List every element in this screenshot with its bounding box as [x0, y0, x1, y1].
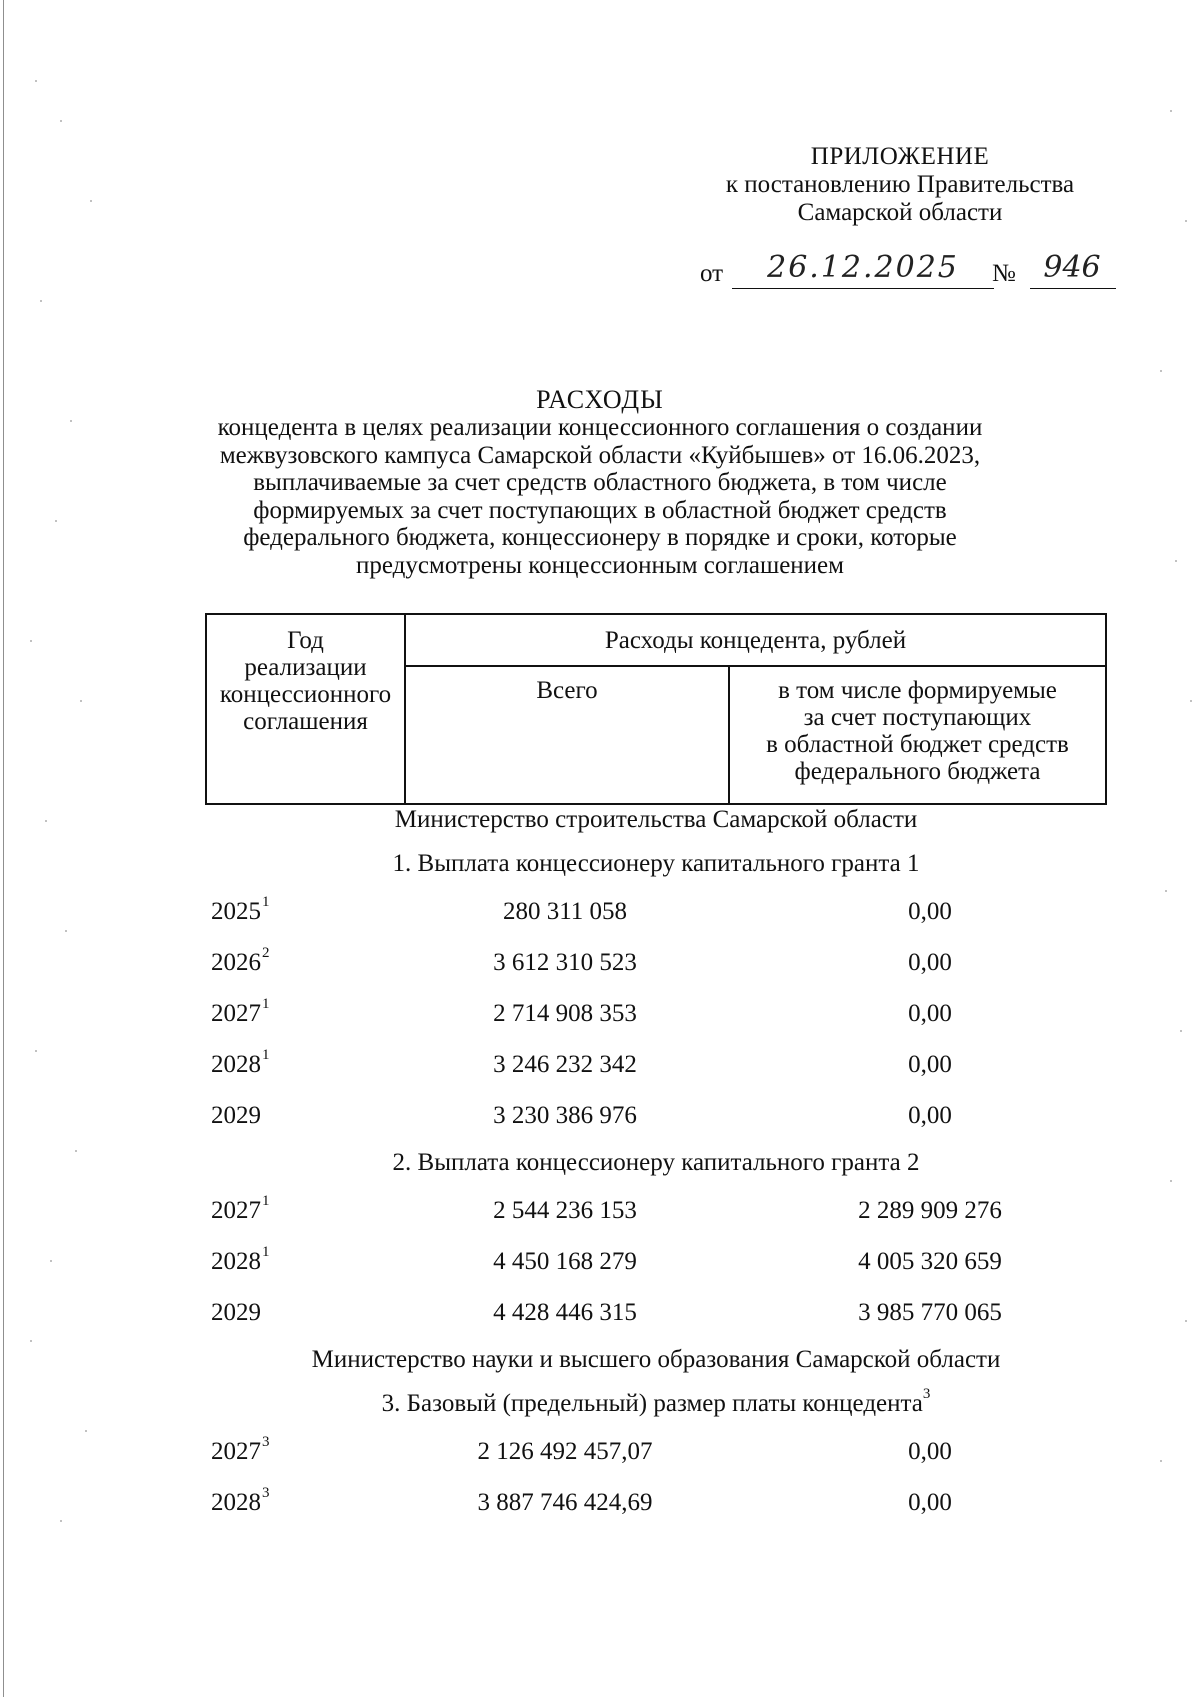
section-title: 3. Базовый (предельный) размер платы концедента: [381, 1390, 923, 1417]
year-cell: 2029: [211, 1102, 261, 1129]
table-row: [205, 945, 1107, 981]
total-cell: 3 887 746 424,69: [477, 1489, 653, 1516]
scan-speck: [35, 1050, 37, 1052]
scan-speck: [50, 1260, 52, 1262]
scan-speck: [65, 930, 67, 932]
table-row: [205, 1244, 1107, 1280]
year-cell: 2028$^3$: [211, 1485, 270, 1516]
federal-cell: 0,00: [908, 1051, 952, 1078]
footnote-mark: 1: [262, 894, 270, 910]
header-federal-cell: [729, 666, 1106, 804]
appendix-line-1: к постановлению Правительства: [725, 171, 1075, 198]
subtitle-line: федерального бюджета, концессионеру в порядке и сроки, которые: [243, 524, 957, 552]
section-title: 2. Выплата концессионеру капитального гранта 2: [392, 1149, 920, 1176]
number-underline: [1030, 288, 1116, 289]
year-cell: 2027$^1$: [211, 996, 270, 1027]
footnote-mark: 2: [262, 945, 270, 961]
header-year-line: концессионного: [219, 681, 392, 708]
scan-edge: [3, 0, 4, 1697]
year-cell: 2026$^2$: [211, 945, 270, 976]
year-cell: 2028$^1$: [211, 1244, 270, 1275]
federal-cell: 0,00: [908, 949, 952, 976]
federal-cell: 3 985 770 065: [858, 1299, 1002, 1326]
total-cell: 4 450 168 279: [493, 1248, 637, 1275]
table-header: [205, 613, 1107, 805]
scan-speck: [1185, 220, 1187, 222]
scan-speck: [85, 1430, 87, 1432]
table-row: [205, 1102, 1107, 1134]
appendix-block: [680, 143, 1120, 227]
scan-speck: [1170, 110, 1172, 112]
subtitle-line: формируемых за счет поступающих в областной бюджет средств: [253, 496, 947, 524]
subtitle-line: концедента в целях реализации концессионного соглашения о создании: [217, 414, 983, 441]
footnote-mark: 3: [922, 1386, 931, 1402]
federal-cell: 2 289 909 276: [858, 1197, 1002, 1224]
document-title: РАСХОДЫ: [536, 385, 664, 414]
subtitle-line: предусмотрены концессионным соглашением: [356, 551, 844, 579]
table-row: [205, 996, 1107, 1032]
scan-speck: [60, 1520, 62, 1522]
scan-speck: [1175, 560, 1177, 562]
federal-cell: 0,00: [908, 898, 952, 925]
scan-speck: [30, 1340, 32, 1342]
header-year-line: реализации: [244, 654, 367, 681]
scan-speck: [45, 820, 47, 822]
header-federal-line: за счет поступающих: [803, 704, 1032, 731]
date-from-label: от: [700, 260, 724, 287]
scan-speck: [70, 420, 72, 422]
ministry-heading: Министерство науки и высшего образования Самарской области: [311, 1346, 1001, 1373]
section-heading: [205, 1149, 1107, 1177]
date-underline: [732, 288, 994, 289]
footnote-mark: 1: [262, 1244, 270, 1260]
scan-speck: [55, 520, 57, 522]
scan-speck: [1190, 700, 1192, 702]
header-year-line: Год: [287, 627, 324, 654]
section-heading: [205, 850, 1107, 878]
scan-speck: [30, 640, 32, 642]
scan-speck: [1160, 370, 1162, 372]
subtitle-line: выплачиваемые за счет средств областного бюджета, в том числе: [253, 469, 947, 497]
federal-cell: 0,00: [908, 1438, 952, 1465]
appendix-line-2: Самарской области: [797, 199, 1003, 226]
footnote-mark: 1: [262, 1047, 270, 1063]
document-subtitle: [200, 414, 1000, 580]
number-label: №: [992, 260, 1016, 287]
dateline: [700, 250, 1120, 292]
scan-speck: [1185, 1320, 1187, 1322]
federal-cell: 4 005 320 659: [858, 1248, 1002, 1275]
total-cell: 2 126 492 457,07: [477, 1438, 653, 1465]
year-cell: 2027$^3$: [211, 1434, 270, 1465]
scan-speck: [35, 80, 37, 82]
federal-cell: 0,00: [908, 1489, 952, 1516]
footnote-mark: 3: [262, 1485, 270, 1501]
header-year-line: соглашения: [243, 708, 368, 735]
table-row: [205, 1299, 1107, 1331]
handwritten-date: 26.12.2025: [767, 250, 959, 285]
total-cell: 2 544 236 153: [493, 1197, 637, 1224]
header-federal-line: в том числе формируемые: [778, 677, 1057, 704]
scan-speck: [80, 700, 82, 702]
footnote-mark: 1: [262, 1193, 270, 1209]
ministry-heading: Министерство строительства Самарской области: [394, 806, 918, 833]
year-cell: 2028$^1$: [211, 1047, 270, 1078]
table-row: [205, 1434, 1107, 1470]
header-year-cell: [206, 614, 405, 804]
total-cell: 4 428 446 315: [493, 1299, 637, 1326]
appendix-title: ПРИЛОЖЕНИЕ: [810, 143, 990, 170]
header-federal-line: в областной бюджет средств: [766, 731, 1069, 758]
section-heading: [205, 1386, 1107, 1418]
total-cell: 280 311 058: [502, 898, 628, 925]
federal-cell: 0,00: [908, 1000, 952, 1027]
year-cell: 2027$^1$: [211, 1193, 270, 1224]
table-row: [205, 1047, 1107, 1083]
header-group-cell: Расходы концедента, рублей: [405, 614, 1106, 666]
handwritten-number: 946: [1043, 250, 1101, 285]
scan-speck: [1170, 1180, 1172, 1182]
total-cell: 3 612 310 523: [493, 949, 637, 976]
year-cell: 2025$^1$: [211, 894, 270, 925]
year-cell: 2029: [211, 1299, 261, 1326]
scan-speck: [60, 120, 62, 122]
total-cell: 3 230 386 976: [493, 1102, 637, 1129]
header-federal-line: федерального бюджета: [794, 758, 1041, 785]
section-title: 1. Выплата концессионеру капитального гранта 1: [392, 850, 920, 877]
scan-speck: [1180, 1030, 1182, 1032]
scan-speck: [40, 300, 42, 302]
scan-speck: [1165, 890, 1167, 892]
table-row: [205, 1485, 1107, 1521]
scan-speck: [75, 1150, 77, 1152]
table-row: [205, 1193, 1107, 1229]
federal-cell: 0,00: [908, 1102, 952, 1129]
header-total-cell: Всего: [405, 666, 729, 804]
footnote-mark: 3: [262, 1434, 270, 1450]
scan-speck: [1160, 1460, 1162, 1462]
total-cell: 3 246 232 342: [493, 1051, 637, 1078]
table-row: [205, 894, 1107, 930]
footnote-mark: 1: [262, 996, 270, 1012]
scan-speck: [90, 200, 92, 202]
total-cell: 2 714 908 353: [493, 1000, 637, 1027]
subtitle-line: межвузовского кампуса Самарской области «Куйбышев» от 16.06.2023,: [219, 441, 981, 469]
